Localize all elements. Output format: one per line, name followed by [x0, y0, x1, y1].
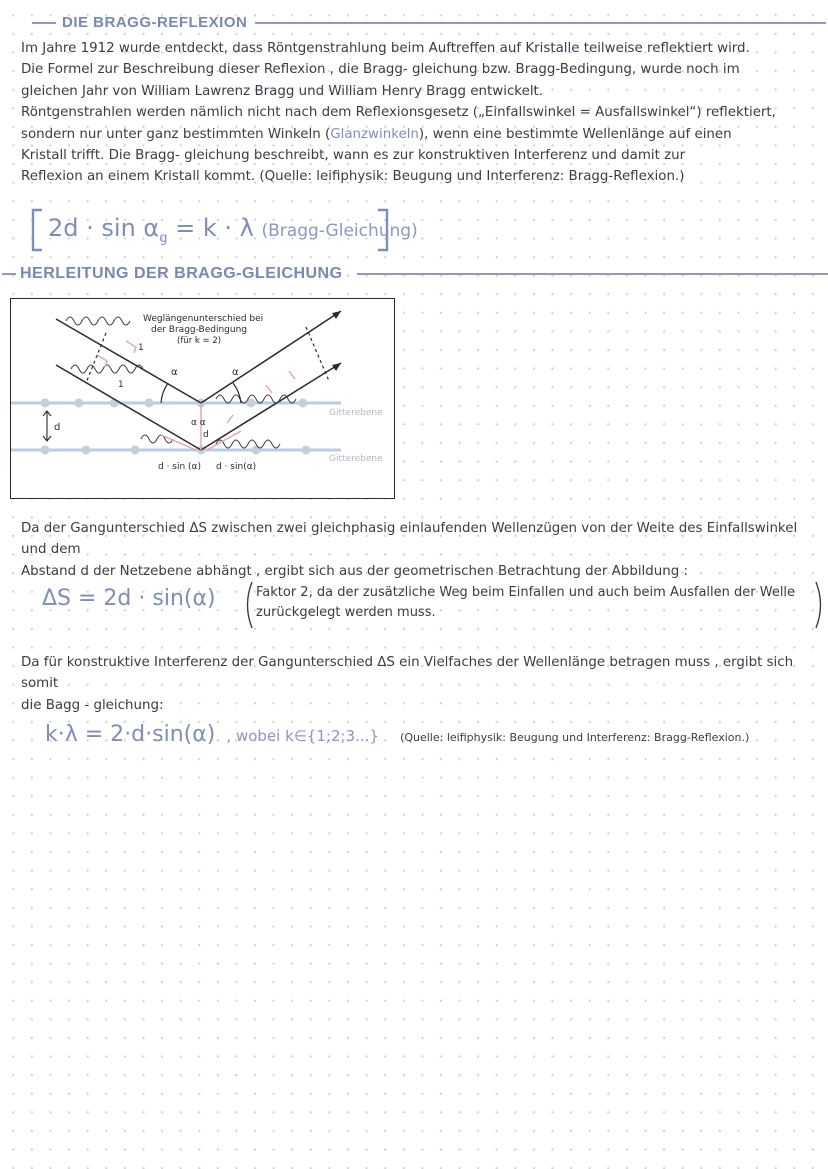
bragg-formula-box: [30, 208, 418, 254]
heading-rule-right: [255, 22, 826, 24]
arrowhead-1: [332, 311, 341, 319]
caption-line-2: der Bragg-Bedingung: [151, 325, 248, 335]
intro-paragraph: [21, 38, 821, 188]
formula-bracket-left: [30, 208, 44, 252]
explanation-paragraph: [21, 518, 821, 582]
heading2-rule-left: [2, 273, 16, 275]
label-one-b: 1: [118, 380, 124, 390]
bragg-diagram: [11, 299, 394, 498]
angle-arc-right: [233, 383, 241, 403]
conclusion-line-1: Da für konstruktive Interferenz der Gangunterschied ΔS ein Vielfaches der Wellenlänge betragen muss , ergibt sich somit: [21, 655, 794, 692]
intro-line-2: Die Formel zur Beschreibung dieser Reflexion , die Bragg- gleichung bzw. Bragg-Bedingung, wurde noch im: [21, 62, 740, 78]
heading-rule-left: [32, 22, 56, 24]
heading2-text: HERLEITUNG DER BRAGG-GLEICHUNG: [20, 265, 343, 282]
conclusion-line-2: die Bagg - gleichung:: [21, 697, 164, 713]
plane-label-1: Gitterebene: [329, 408, 383, 418]
angle-arc-left: [161, 383, 168, 403]
formula-bracket-right: [376, 208, 390, 252]
explanation-line-1: Da der Gangunterschied ΔS zwischen zwei gleichphasig einlaufenden Wellenzügen von der Weite des Einfallswinkel und dem: [21, 521, 798, 558]
incoming-ray-2: [56, 365, 201, 450]
formula2-note: [256, 583, 795, 623]
arrowhead-2: [332, 363, 341, 371]
bottom-label-right: d · sin(α): [216, 462, 257, 472]
note-paren-right: [814, 580, 826, 630]
bragg-formula: [48, 214, 418, 246]
wavelength-markers: [97, 341, 295, 450]
intro-line-4: Röntgenstrahlen werden nämlich nicht nach dem Reflexionsgesetz („Einfallswinkel = Ausfallswinkel“) reflektiert,: [21, 105, 776, 121]
formula3-source: (Quelle: leifiphysik: Beugung und Interferenz: Bragg-Reflexion.): [400, 731, 750, 744]
formula-lhs: 2d · sin α: [48, 214, 160, 242]
formula-label: (Bragg-Gleichung): [261, 221, 418, 241]
intro-line-5: sondern nur unter ganz bestimmten Winkeln (Glanzwinkeln), wenn eine bestimmte Wellenlänge auf einen: [21, 126, 732, 142]
note-paren-left: [242, 580, 254, 630]
label-alpha-mid: α α: [191, 418, 206, 428]
label-d-side: d: [54, 422, 61, 433]
heading2-rule-right: [357, 273, 828, 275]
highlight-glanzwinkeln: Glanzwinkeln: [330, 126, 419, 142]
conclusion-paragraph: [21, 652, 821, 716]
bragg-diagram-figure: [10, 298, 395, 499]
intro-line-1: Im Jahre 1912 wurde entdeckt, dass Röntgenstrahlung beim Auftreffen auf Kristalle teilweise reflektiert wird.: [21, 41, 750, 56]
intro-line-6: Kristall trifft. Die Bragg- gleichung beschreibt, wann es zur konstruktiven Interferenz und damit zur: [21, 148, 686, 164]
section-heading-herleitung: [2, 265, 828, 283]
label-alpha-right: α: [232, 367, 239, 378]
label-d-mid: d: [203, 430, 209, 440]
section-heading-bragg-reflexion: [32, 14, 826, 31]
path-difference-formula: [42, 580, 828, 632]
bragg-final-formula: [45, 722, 825, 756]
formula3-expr: k·λ = 2·d·sin(α): [45, 722, 216, 747]
formula2-note-line-2: zurückgelegt werden muss.: [256, 605, 436, 620]
formula2-expr: ΔS = 2d · sin(α): [42, 586, 216, 611]
d-dimension-arrow: [43, 411, 51, 441]
formula2-note-line-1: Faktor 2, da der zusätzliche Weg beim Einfallen und auch beim Ausfallen der Welle: [256, 585, 796, 600]
formula3-condition: , wobei k∈{1;2;3...}: [226, 727, 379, 745]
formula-sub: g: [159, 230, 168, 246]
caption-line-3: (für k = 2): [177, 336, 222, 346]
intro-line-7: Reflexion an einem Kristall kommt. (Quelle: leifiphysik: Beugung und Interferenz: Bragg-Reflexion.): [21, 169, 685, 185]
outgoing-ray-2: [201, 363, 341, 450]
label-one-a: 1: [138, 343, 144, 353]
formula-rhs: = k · λ: [175, 214, 254, 242]
label-alpha-left: α: [171, 367, 178, 378]
intro-line-3: gleichen Jahr von William Lawrenz Bragg und William Henry Bragg entwickelt.: [21, 83, 544, 99]
heading-text: DIE BRAGG-REFLEXION: [62, 14, 248, 31]
caption-line-1: Weglängenunterschied bei: [143, 314, 264, 324]
plane-label-2: Gitterebene: [329, 454, 383, 464]
explanation-line-2: Abstand d der Netzebene abhängt , ergibt sich aus der geometrischen Betrachtung der Abbildung :: [21, 563, 689, 579]
bottom-label-left: d · sin (α): [158, 462, 202, 472]
